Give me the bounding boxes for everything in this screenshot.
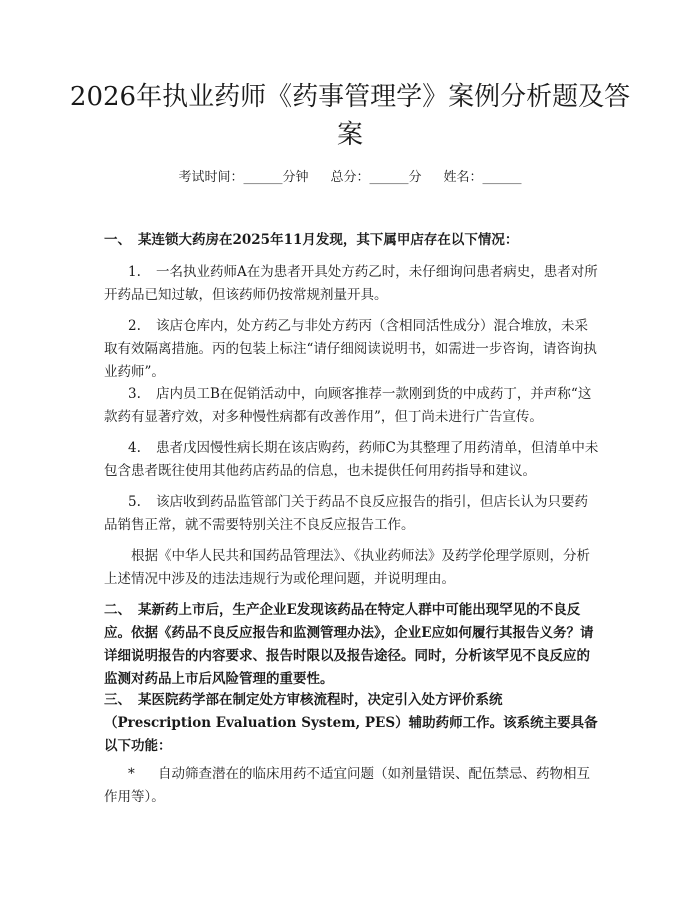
exam-info [0, 168, 700, 188]
case-item-text: 该店仓库内，处方药乙与非处方药丙（含相同活性成分）混合堆放，未采取有效隔离措施。丙的包装上标注“请仔细阅读说明书，如需进一步咨询，请咨询执业药师”。 [104, 318, 597, 380]
case-item-number: 4. [128, 440, 141, 456]
case-item-number: 1. [128, 264, 141, 280]
exam-time-field: 考试时间：______分钟 [178, 170, 309, 185]
section-3 [104, 689, 600, 758]
pes-feature-item [104, 763, 600, 809]
section-3-text: 某医院药学部在制定处方审核流程时，决定引入处方评价系统（Prescription Evaluation System, PES）辅助药师工作。该系统主要具备以下功能： [104, 692, 598, 754]
case-item-text: 该店收到药品监管部门关于药品不良反应报告的指引，但店长认为只要药品销售正常，就不需要特别关注不良反应报告工作。 [104, 494, 588, 533]
section-3-number: 三、 [104, 692, 131, 708]
case-item-text: 患者戊因慢性病长期在该店购药，药师C为其整理了用药清单，但清单中未包含患者既往使用其他药店药品的信息，也未提供任何用药指导和建议。 [104, 440, 599, 479]
section-1-question: 根据《中华人民共和国药品管理法》、《执业药师法》及药学伦理学原则，分析上述情况中涉及的违法违规行为或伦理问题，并说明理由。 [104, 548, 590, 587]
case-item-number: 2. [128, 318, 141, 334]
case-item-5 [104, 491, 600, 537]
case-item-text: 一名执业药师A在为患者开具处方药乙时，未仔细询问患者病史，患者对所开药品已知过敏，但该药师仍按常规剂量开具。 [104, 264, 598, 303]
document-title: 2026年执业药师《药事管理学》案例分析题及答案 [69, 82, 631, 150]
case-item-number: 5. [128, 494, 141, 510]
bullet-mark: * [128, 766, 135, 782]
section-1-heading-text: 某连锁大药房在2025年11月发现，其下属甲店存在以下情况： [138, 232, 519, 248]
pes-feature-text: 自动筛查潜在的临床用药不适宜问题（如剂量错误、配伍禁忌、药物相互作用等）。 [104, 766, 590, 805]
case-item-1 [104, 261, 600, 307]
name-field: 姓名：______ [443, 170, 522, 185]
case-item-number: 3. [128, 386, 141, 402]
section-1-number: 一、 [104, 232, 131, 248]
case-item-3 [104, 383, 600, 429]
section-2-number: 二、 [104, 602, 131, 618]
case-item-2 [104, 315, 600, 384]
section-2-text: 某新药上市后，生产企业E发现该药品在特定人群中可能出现罕见的不良反应。依据《药品不良反应报告和监测管理办法》，企业E应如何履行其报告义务？请详细说明报告的内容要求、报告时限以及报告途径。同时，分析该罕见不良反应的监测对药品上市后风险管理的重要性。 [104, 602, 594, 687]
section-1-heading [104, 229, 600, 252]
section-2 [104, 599, 600, 691]
total-score-field: 总分：______分 [330, 170, 422, 185]
case-item-4 [104, 437, 600, 483]
case-item-text: 店内员工B在促销活动中，向顾客推荐一款刚到货的中成药丁，并声称“这款药有显著疗效，对多种慢性病都有改善作用”，但丁尚未进行广告宣传。 [104, 386, 592, 425]
